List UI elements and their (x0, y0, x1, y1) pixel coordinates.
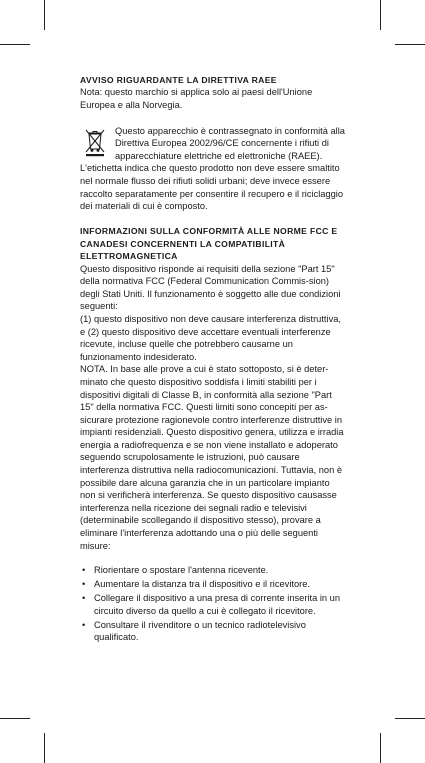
weee-symbol-block (80, 125, 346, 163)
fcc-paragraph-2: (1) questo dispositivo non deve causare interferenza distruttiva, e (2) questo dispositivo deve accettare eventuali interferenze ricevute, incluse quelle che potrebbero causarne un funzionamento indesiderato. (80, 313, 341, 362)
list-item: • Aumentare la distanza tra il dispositivo e il ricevitore. (80, 578, 346, 591)
weee-heading: AVVISO RIGUARDANTE LA DIRETTIVA RAEE (80, 75, 277, 85)
weee-section (80, 74, 346, 213)
list-item: • Collegare il dispositivo a una presa di corrente inserita in un circuito diverso da quello a cui è collegato il ricevitore. (80, 592, 346, 617)
crop-mark-right-top (395, 44, 425, 45)
crop-mark-right-bottom (395, 718, 425, 719)
crop-mark-bottom-right (380, 733, 381, 763)
crop-mark-top-left (44, 0, 45, 30)
fcc-section (80, 225, 346, 644)
weee-note: Nota: questo marchio si applica solo ai paesi dell'Unione Europea e alla Norvegia. (80, 87, 313, 110)
section-spacer (80, 213, 346, 226)
fcc-paragraph-3: NOTA. In base alle prove a cui è stato sottoposto, si è deter-minato che questo dispositivo soddisfa i limiti stabiliti per i dispositivi digitali di Classe B, in conformità alla sezione "Part 15" della normativa FCC. Questi limiti sono concepiti per as-sicurare protezione ragionevole contro interferenze distruttive in impianti residenziali. Questo dispositivo genera, utilizza e irradia energia a radiofrequenza e se non viene installato e adoperato seguendo scrupolosamente le istruzioni, può causare interferenza distruttiva nella radiocomunicazioni. Tuttavia, non è possibile dare alcuna garanzia che in un particolare impianto non si verificherà interferenza. Se questo dispositivo causasse interferenza nella ricezione dei segnali radio e televisivi (determinabile scollegando il dispositivo stesso), provare a eliminare l'interferenza adottando una o più delle seguenti misure: (80, 364, 344, 551)
crop-mark-left-top (0, 44, 30, 45)
fcc-measures-list (80, 564, 346, 644)
fcc-heading: INFORMAZIONI SULLA CONFORMITÀ ALLE NORME FCC E CANADESI CONCERNENTI LA COMPATIBILITÀ ELETTROMAGNETICA (80, 226, 338, 262)
crop-mark-bottom-left (44, 733, 45, 763)
crossed-out-wheelie-bin-icon (84, 127, 106, 157)
document-body (80, 74, 346, 645)
weee-symbol-text: Questo apparecchio è contrassegnato in conformità alla Direttiva Europea 2002/96/CE concernente i rifiuti di apparecchiature elettriche ed elettroniche (RAEE). (115, 125, 345, 161)
weee-label-text: L'etichetta indica che questo prodotto non deve essere smaltito nel normale flusso dei rifiuti solidi urbani; deve invece essere raccolto separatamente per consentire il recupero e il riciclaggio dei materiali di cui è composto. (80, 163, 344, 212)
list-item: • Consultare il rivenditore o un tecnico radiotelevisivo qualificato. (80, 619, 346, 644)
list-item: • Riorientare o spostare l'antenna ricevente. (80, 564, 346, 577)
fcc-paragraph-1: Questo dispositivo risponde ai requisiti della sezione "Part 15" della normativa FCC (Federal Communication Commis-sion) degli Stati Uniti. Il funzionamento è soggetto alle due condizioni seguenti: (80, 263, 341, 312)
crop-mark-left-bottom (0, 718, 30, 719)
crop-mark-top-right (380, 0, 381, 30)
